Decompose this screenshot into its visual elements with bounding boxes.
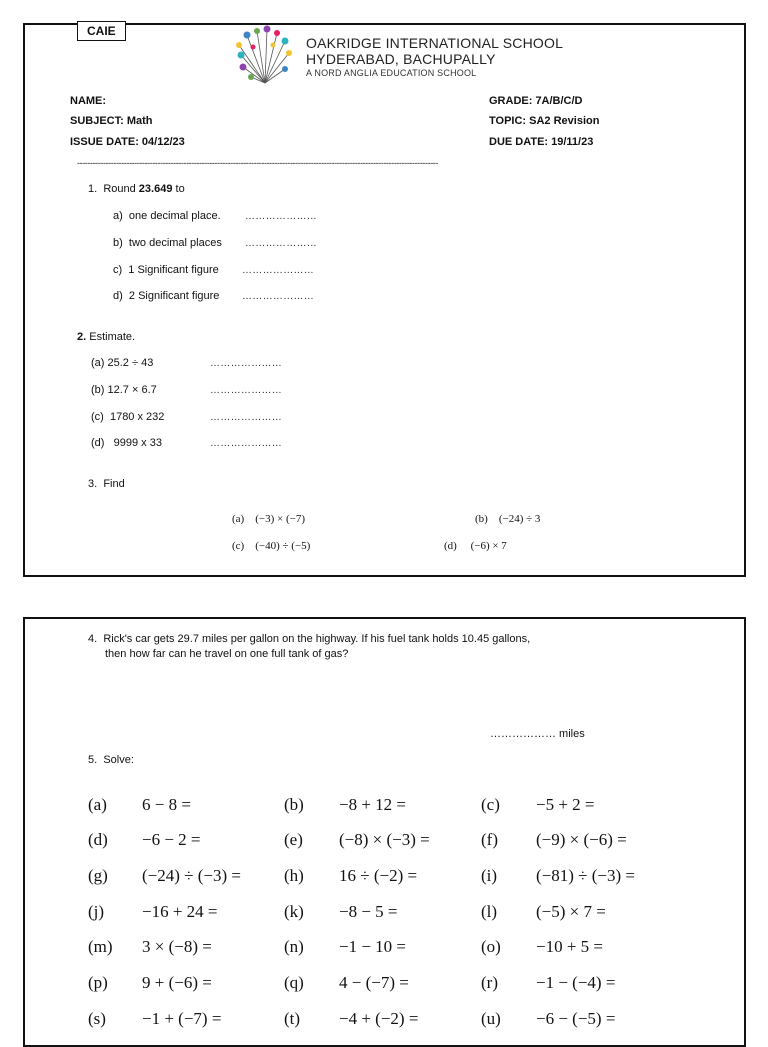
solve-item-expression: −6 − (−5) = xyxy=(536,1009,616,1028)
grade-label: GRADE: 7A/B/C/D xyxy=(489,95,583,107)
q2-item: (a) 25.2 ÷ 43 xyxy=(91,357,154,369)
find-item: (b) (−24) ÷ 3 xyxy=(475,513,541,525)
solve-item-expression: 16 ÷ (−2) = xyxy=(339,866,418,885)
solve-item-expression: 9 + (−6) = xyxy=(142,973,212,992)
solve-item-expression: −8 + 12 = xyxy=(339,795,407,814)
solve-item-expression: (−8) × (−3) = xyxy=(339,830,430,849)
find-item: (a) (−3) × (−7) xyxy=(232,513,305,525)
answer-blank[interactable]: ………………… xyxy=(245,238,318,249)
topic-label: TOPIC: SA2 Revision xyxy=(489,115,600,127)
solve-item-expression: −6 − 2 = xyxy=(142,830,201,849)
solve-item-label: (n) xyxy=(284,937,304,956)
school-name-line1: OAKRIDGE INTERNATIONAL SCHOOL xyxy=(306,35,564,51)
solve-item-label: (d) xyxy=(88,830,108,849)
solve-item-label: (i) xyxy=(481,866,498,885)
question-number: 2. xyxy=(77,331,87,343)
q2-item: (b) 12.7 × 6.7 xyxy=(91,384,157,396)
q1-item: b) two decimal places xyxy=(113,237,222,249)
answer-blank[interactable]: ………………… xyxy=(242,265,315,276)
answer-blank[interactable]: ………………… xyxy=(242,291,315,302)
solve-item-expression: −1 − 10 = xyxy=(339,937,407,956)
worksheet-page-1 xyxy=(23,23,746,577)
solve-item-label: (c) xyxy=(481,795,500,814)
solve-item-expression: −4 + (−2) = xyxy=(339,1009,419,1028)
school-logo-icon xyxy=(229,25,301,89)
solve-item-expression: −16 + 24 = xyxy=(142,902,218,921)
question-4: 4. Rick's car gets 29.7 miles per gallon on the highway. If his fuel tank holds 10.45 gallons, xyxy=(88,633,531,645)
solve-item-label: (k) xyxy=(284,902,304,921)
due-date-label: DUE DATE: 19/11/23 xyxy=(489,136,594,148)
question-number: 3. xyxy=(88,478,98,490)
question-number: 1. xyxy=(88,183,98,195)
miles-answer-blank[interactable]: ……………… miles xyxy=(490,728,585,740)
solve-item-label: (a) xyxy=(88,795,107,814)
solve-item-expression: 4 − (−7) = xyxy=(339,973,409,992)
solve-item-label: (s) xyxy=(88,1009,106,1028)
school-name xyxy=(306,35,563,67)
school-name-line2: HYDERABAD, BACHUPALLY xyxy=(306,51,496,67)
question-3: 3. Find xyxy=(88,478,125,490)
answer-blank[interactable]: ………………… xyxy=(210,438,283,449)
solve-item-label: (r) xyxy=(481,973,498,992)
solve-item-label: (p) xyxy=(88,973,108,992)
answer-blank[interactable]: ………………… xyxy=(210,358,283,369)
question-number: 5. xyxy=(88,754,98,766)
q1-item: c) 1 Significant figure xyxy=(113,264,219,276)
solve-item-label: (q) xyxy=(284,973,304,992)
solve-item-label: (b) xyxy=(284,795,304,814)
solve-item-label: (t) xyxy=(284,1009,301,1028)
solve-item-expression: −10 + 5 = xyxy=(536,937,604,956)
solve-item-expression: 6 − 8 = xyxy=(142,795,191,814)
q1-item: d) 2 Significant figure xyxy=(113,290,220,302)
subject-label: SUBJECT: Math xyxy=(70,115,153,127)
round-value: 23.649 xyxy=(138,183,173,195)
solve-item-label: (e) xyxy=(284,830,303,849)
solve-item-label: (m) xyxy=(88,937,113,956)
q2-item: (d) 9999 x 33 xyxy=(91,437,162,449)
q2-item: (c) 1780 x 232 xyxy=(91,411,165,423)
solve-item-expression: −1 + (−7) = xyxy=(142,1009,222,1028)
question-5: 5. Solve: xyxy=(88,754,134,766)
solve-item-expression: −5 + 2 = xyxy=(536,795,595,814)
solve-item-label: (l) xyxy=(481,902,498,921)
school-subtitle: A NORD ANGLIA EDUCATION SCHOOL xyxy=(306,68,477,78)
solve-item-label: (h) xyxy=(284,866,304,885)
solve-item-label: (j) xyxy=(88,902,105,921)
caie-badge: CAIE xyxy=(77,21,126,41)
worksheet-page-2 xyxy=(23,617,746,1047)
solve-item-expression: −1 − (−4) = xyxy=(536,973,616,992)
solve-item-expression: −8 − 5 = xyxy=(339,902,398,921)
answer-blank[interactable]: ………………… xyxy=(245,211,318,222)
question-2: 2. Estimate. xyxy=(77,331,136,343)
solve-item-expression: (−81) ÷ (−3) = xyxy=(536,866,635,885)
solve-item-label: (f) xyxy=(481,830,498,849)
find-item: (d) (−6) × 7 xyxy=(444,540,507,552)
question-4-line2: then how far can he travel on one full tank of gas? xyxy=(105,648,349,660)
solve-item-expression: (−9) × (−6) = xyxy=(536,830,627,849)
solve-item-label: (g) xyxy=(88,866,108,885)
solve-item-expression: 3 × (−8) = xyxy=(142,937,212,956)
name-label: NAME: xyxy=(70,95,107,107)
question-number: 4. xyxy=(88,633,98,645)
solve-item-label: (o) xyxy=(481,937,501,956)
q1-item: a) one decimal place. xyxy=(113,210,221,222)
issue-date-label: ISSUE DATE: 04/12/23 xyxy=(70,136,185,148)
find-item: (c) (−40) ÷ (−5) xyxy=(232,540,311,552)
answer-blank[interactable]: ………………… xyxy=(210,385,283,396)
question-1: 1. Round 23.649 to xyxy=(88,183,185,195)
separator-line: ------------------------------------------------------------------------------------------------------------------------------------------- xyxy=(77,158,438,168)
answer-blank[interactable]: ………………… xyxy=(210,412,283,423)
solve-item-expression: (−5) × 7 = xyxy=(536,902,606,921)
solve-item-label: (u) xyxy=(481,1009,501,1028)
solve-item-expression: (−24) ÷ (−3) = xyxy=(142,866,241,885)
